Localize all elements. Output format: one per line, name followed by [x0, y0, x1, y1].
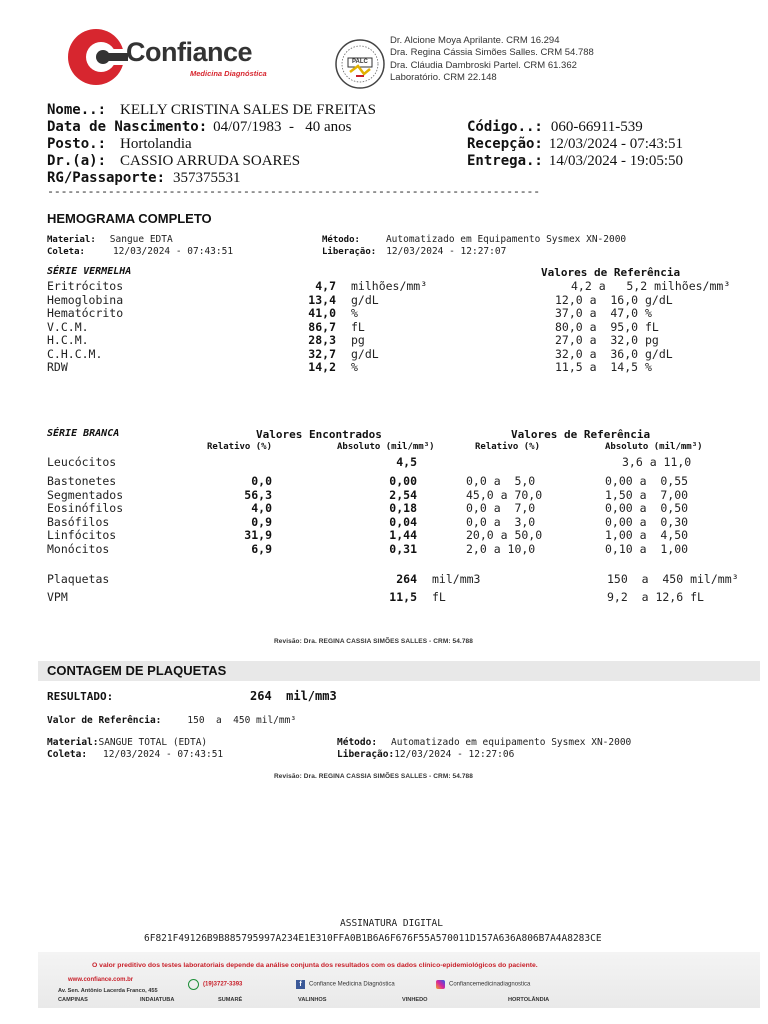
red-row-unit: %	[351, 360, 358, 374]
material-value: Sangue EDTA	[109, 234, 173, 245]
white-row-ref-rel: 20,0 a 50,0	[466, 528, 543, 542]
separator-line: -------------------------------------------------------------------------	[47, 184, 540, 198]
plaquetas-ref-label: Valor de Referência:	[47, 715, 162, 726]
birth-row	[47, 118, 351, 136]
white-row-ref-rel: 0,0 a 7,0	[466, 501, 536, 515]
reception-value: 12/03/2024 - 07:43:51	[548, 136, 684, 152]
doctor-line: Laboratório. CRM 22.148	[390, 72, 497, 84]
red-row-unit: fL	[351, 319, 365, 334]
white-row-rel: 0,0	[251, 474, 272, 488]
plaquetas-coleta-label: Coleta:	[47, 749, 88, 760]
white-row-abs: 1,44	[389, 528, 417, 542]
doctors-list	[390, 35, 594, 85]
code-row	[467, 118, 643, 136]
doctor-value: CASSIO ARRUDA SOARES	[120, 153, 301, 169]
footer-city: VINHEDO	[402, 997, 428, 1003]
footer-city: CAMPINAS	[58, 997, 88, 1003]
post-value: Hortolandia	[120, 136, 192, 152]
white-row-rel: 31,9	[244, 528, 272, 542]
red-row-ref: 4,2 a 5,2 milhões/mm³	[571, 279, 731, 293]
plaquetas-coleta	[47, 744, 223, 762]
white-row-rel: 0,9	[251, 514, 272, 529]
red-row-ref: 27,0 a 32,0 pg	[555, 333, 659, 347]
vpm-ref: 9,2 a 12,6 fL	[607, 590, 704, 604]
doctor-row	[47, 152, 300, 170]
red-row-ref: 11,5 a 14,5 %	[555, 360, 652, 374]
code-label: Código..:	[467, 119, 543, 135]
red-row-name: Eritrócitos	[47, 279, 124, 293]
vpm-name: VPM	[47, 590, 68, 604]
metodo-value: Automatizado em Equipamento Sysmex XN-2000	[385, 234, 627, 245]
white-row-ref-abs: 0,00 a 0,55	[605, 474, 689, 488]
plaquetas-metodo-label: Método:	[337, 737, 378, 748]
signature-hash: 6F821F49126B9B885795997A234E1E310FFA0B1B6A6F676F55A570011D157A636A806B7A4A8283CE	[144, 933, 602, 944]
facebook-text: Confiance Medicina Diagnóstica	[309, 981, 395, 988]
plaquetas-result-label: RESULTADO:	[47, 690, 114, 703]
plaquetas-liberacao-value: 12/03/2024 - 12:27:06	[394, 749, 515, 760]
plaquetas-liberacao-label: Liberação:	[337, 749, 395, 760]
plaquetas-title: CONTAGEM DE PLAQUETAS	[47, 663, 227, 678]
brand-name: Confiance	[126, 37, 253, 67]
footer-facebook[interactable]	[296, 975, 395, 993]
white-row-ref-rel: 45,0 a 70,0	[466, 487, 543, 502]
red-ref-title: Valores de Referência	[541, 266, 681, 279]
liberacao-label: Liberação:	[322, 247, 377, 257]
patient-name-row	[47, 101, 376, 119]
white-ref-title: Valores de Referência	[511, 428, 651, 441]
red-row-unit: g/dL	[351, 346, 379, 361]
white-row-name: Bastonetes	[47, 474, 117, 488]
rg-value: 357375531	[173, 170, 241, 186]
vpm-unit: fL	[432, 590, 446, 604]
footer-phone	[188, 975, 242, 993]
red-row-unit: g/dL	[351, 292, 379, 307]
white-row-abs: 0,04	[389, 514, 417, 529]
coleta-label: Coleta:	[47, 247, 85, 257]
red-row-unit: milhões/mm³	[351, 279, 428, 293]
footer-notice: O valor preditivo dos testes laboratoriais depende da análise conjunta dos resultados com os dados clínico-epidemiológicos do paciente.	[92, 962, 538, 969]
post-row	[47, 135, 192, 153]
white-row-rel: 4,0	[251, 501, 272, 515]
red-row-value: 32,7	[308, 346, 336, 361]
red-row-name: H.C.M.	[47, 333, 89, 347]
white-row-rel: 56,3	[244, 487, 272, 502]
plaquetas-ref-value: 150 a 450 mil/mm³	[187, 715, 297, 726]
plaquetas-material-label: Material:	[47, 737, 99, 748]
white-row-abs: 2,54	[389, 487, 417, 502]
hemograma-revisao: Revisão: Dra. REGINA CASSIA SIMÕES SALLES - CRM: 54.788	[274, 638, 473, 645]
red-row-ref: 80,0 a 95,0 fL	[555, 319, 659, 334]
ref-rel-header: Relativo (%)	[475, 442, 541, 452]
instagram-text: Confiancemedicinadiagnostica	[449, 981, 531, 988]
plaq-name: Plaquetas	[47, 572, 110, 586]
red-row-value: 86,7	[308, 319, 336, 334]
whatsapp-icon	[188, 979, 199, 990]
white-row-ref-abs: 1,00 a 4,50	[605, 528, 689, 542]
red-row-unit: %	[351, 306, 358, 320]
footer-address: Av. Sen. Antônio Lacerda Franco, 455	[58, 988, 158, 994]
reception-label: Recepção:	[467, 136, 543, 152]
vpm-value: 11,5	[389, 590, 417, 604]
patient-name-label: Nome..:	[47, 102, 107, 118]
birth-date: 04/07/1983 - 40 anos	[213, 119, 352, 135]
doctor-line: Dra. Regina Cássia Simões Salles. CRM 54.788	[390, 47, 594, 59]
delivery-label: Entrega.:	[467, 153, 543, 169]
doctor-line: Dra. Cláudia Dambroski Partel. CRM 61.362	[390, 59, 577, 71]
white-row-abs: 0,18	[389, 501, 417, 515]
footer-instagram[interactable]	[436, 975, 530, 993]
red-row-value: 28,3	[308, 333, 336, 347]
white-row-name: Eosinófilos	[47, 501, 124, 515]
white-row-rel: 6,9	[251, 541, 272, 556]
white-row-ref-abs: 0,00 a 0,30	[605, 514, 689, 529]
red-row-name: Hemoglobina	[47, 292, 124, 307]
instagram-icon	[436, 980, 445, 989]
white-row-abs: 0,00	[389, 474, 417, 488]
plaq-value: 264	[396, 572, 417, 586]
red-row-value: 13,4	[308, 292, 336, 307]
white-row-ref-rel: 0,0 a 5,0	[466, 474, 536, 488]
plaq-ref: 150 a 450 mil/mm³	[607, 572, 739, 586]
plaquetas-metodo-value: Automatizado em equipamento Sysmex XN-2000	[391, 737, 632, 748]
red-row-name: RDW	[47, 360, 68, 374]
abs-header: Absoluto (mil/mm³)	[337, 442, 435, 452]
plaquetas-ref-row	[47, 710, 296, 728]
footer-city: SUMARÉ	[218, 997, 243, 1003]
red-row-name: C.H.C.M.	[47, 346, 103, 361]
delivery-row	[467, 152, 683, 170]
coleta-value: 12/03/2024 - 07:43:51	[112, 246, 234, 257]
material-label: Material:	[47, 235, 96, 245]
red-row-ref: 12,0 a 16,0 g/dL	[555, 292, 673, 307]
ref-abs-header: Absoluto (mil/mm³)	[605, 442, 703, 452]
rg-label: RG/Passaporte:	[47, 170, 166, 186]
code-value: 060-66911-539	[550, 119, 643, 135]
footer-website: www.confiance.com.br	[68, 977, 134, 983]
plaquetas-liberacao	[337, 744, 514, 762]
confiance-logo-mark-icon	[66, 27, 128, 87]
leuco-name: Leucócitos	[47, 455, 117, 469]
footer-city: INDAIATUBA	[140, 997, 175, 1003]
phone-text: (19)3727-3393	[203, 981, 243, 988]
brand-tagline: Medicina Diagnóstica	[190, 69, 267, 78]
signature-label: ASSINATURA DIGITAL	[340, 918, 443, 929]
footer-city: HORTOLÂNDIA	[508, 997, 550, 1003]
white-row-ref-abs: 1,50 a 7,00	[605, 487, 689, 502]
doctor-line: Dr. Alcione Moya Aprilante. CRM 16.294	[390, 35, 560, 46]
hemograma-coleta	[47, 241, 233, 259]
facebook-icon: f	[296, 980, 305, 989]
leuco-ref: 3,6 a 11,0	[622, 455, 692, 469]
hemograma-liberacao	[322, 241, 506, 259]
hemograma-title: HEMOGRAMA COMPLETO	[47, 211, 212, 226]
red-series-title: SÉRIE VERMELHA	[47, 266, 132, 277]
white-series-title: SÉRIE BRANCA	[47, 428, 120, 439]
leuco-abs: 4,5	[396, 455, 417, 469]
found-values-title: Valores Encontrados	[256, 428, 382, 441]
post-label: Posto.:	[47, 136, 107, 152]
patient-name: KELLY CRISTINA SALES DE FREITAS	[120, 102, 376, 118]
white-row-ref-rel: 2,0 a 10,0	[466, 541, 536, 556]
plaq-unit: mil/mm3	[432, 572, 481, 586]
white-row-name: Segmentados	[47, 487, 124, 502]
footer-city: VALINHOS	[298, 997, 327, 1003]
liberacao-value: 12/03/2024 - 12:27:07	[386, 246, 507, 257]
white-row-name: Linfócitos	[47, 528, 117, 542]
plaquetas-result-value: 264 mil/mm3	[250, 689, 337, 703]
red-row-unit: pg	[351, 333, 365, 347]
white-row-ref-rel: 0,0 a 3,0	[466, 514, 536, 529]
red-row-ref: 37,0 a 47,0 %	[555, 306, 652, 320]
red-row-name: V.C.M.	[47, 319, 89, 334]
palc-seal-text: PALC	[352, 59, 368, 65]
white-row-name: Monócitos	[47, 541, 110, 556]
confiance-logo	[66, 27, 266, 87]
white-row-ref-abs: 0,10 a 1,00	[605, 541, 689, 556]
red-row-ref: 32,0 a 36,0 g/dL	[555, 346, 673, 361]
doctor-label: Dr.(a):	[47, 153, 107, 169]
white-row-name: Basófilos	[47, 514, 110, 529]
delivery-value: 14/03/2024 - 19:05:50	[548, 153, 684, 169]
white-row-ref-abs: 0,00 a 0,50	[605, 501, 689, 515]
rel-header: Relativo (%)	[207, 442, 273, 452]
birth-label: Data de Nascimento:	[47, 119, 208, 135]
red-row-name: Hematócrito	[47, 306, 124, 320]
reception-row	[467, 135, 683, 153]
red-row-value: 4,7	[315, 279, 336, 293]
plaquetas-revisao: Revisão: Dra. REGINA CASSIA SIMÕES SALLES - CRM: 54.788	[274, 773, 473, 780]
plaquetas-material-value: SANGUE TOTAL (EDTA)	[98, 737, 208, 748]
red-row-value: 14,2	[308, 360, 336, 374]
metodo-label: Método:	[322, 235, 360, 245]
white-row-abs: 0,31	[389, 541, 417, 556]
plaquetas-coleta-value: 12/03/2024 - 07:43:51	[103, 749, 224, 760]
palc-seal	[334, 38, 386, 90]
red-row-value: 41,0	[308, 306, 336, 320]
